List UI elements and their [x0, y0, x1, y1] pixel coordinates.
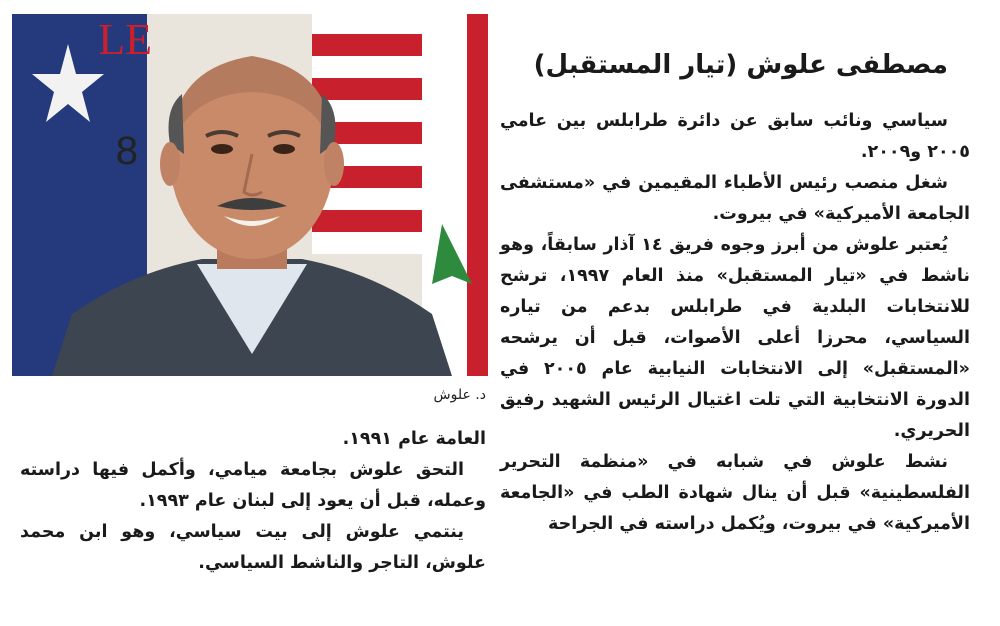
lebanon-flag-red: [467, 14, 488, 376]
paragraph-4-continued: العامة عام ١٩٩١.: [342, 429, 486, 449]
paragraph-5: التحق علوش بجامعة ميامي، وأكمل فيها دراسته وعمله، قبل أن يعود إلى لبنان عام ١٩٩٣.: [20, 460, 486, 511]
us-flag-stripe-1: [312, 34, 422, 56]
paragraph-2: شغل منصب رئيس الأطباء المقيمين في «مستشفى الجامعة الأميركية» في بيروت.: [500, 173, 970, 224]
left-ear: [160, 142, 180, 186]
article-column-right: [500, 106, 970, 540]
portrait-photo: [12, 14, 488, 376]
portrait-illustration: [12, 14, 488, 376]
banner-text-1: LE: [98, 15, 152, 64]
paragraph-1: سياسي ونائب سابق عن دائرة طرابلس بين عامي ٢٠٠٥ و٢٠٠٩.: [500, 111, 970, 162]
right-eye: [273, 144, 295, 154]
paragraph-4: نشط علوش في شبابه في «منظمة التحرير الفلسطينية» قبل أن ينال شهادة الطب في «الجامعة الأميركية» في بيروت، ويُكمل دراسته في الجراحة: [500, 452, 970, 534]
us-flag-stripe-5: [312, 210, 422, 232]
us-flag-stripe-2: [312, 78, 422, 100]
paragraph-6: ينتمي علوش إلى بيت سياسي، وهو ابن محمد علوش، التاجر والناشط السياسي.: [20, 522, 486, 573]
photo-caption: د. علوش: [433, 387, 486, 403]
article-column-left: [20, 424, 486, 579]
left-eye: [211, 144, 233, 154]
paragraph-3: يُعتبر علوش من أبرز وجوه فريق ١٤ آذار سابقاً، وهو ناشط في «تيار المستقبل» منذ العام ١٩٩٧، ترشح للانتخابات البلدية في طرابلس بدعم من تياره السياسي، محرزا أعلى الأصوات، قبل أن يرشحه «المستقبل» إلى الانتخابات النيابية عام ٢٠٠٥ في الدورة الانتخابية التي تلت اغتيال الرئيس الشهيد رفيق الحريري.: [500, 235, 970, 441]
banner-digit: 8: [115, 129, 138, 173]
article-title: مصطفى علوش (تيار المستقبل): [533, 50, 948, 81]
right-ear: [324, 142, 344, 186]
